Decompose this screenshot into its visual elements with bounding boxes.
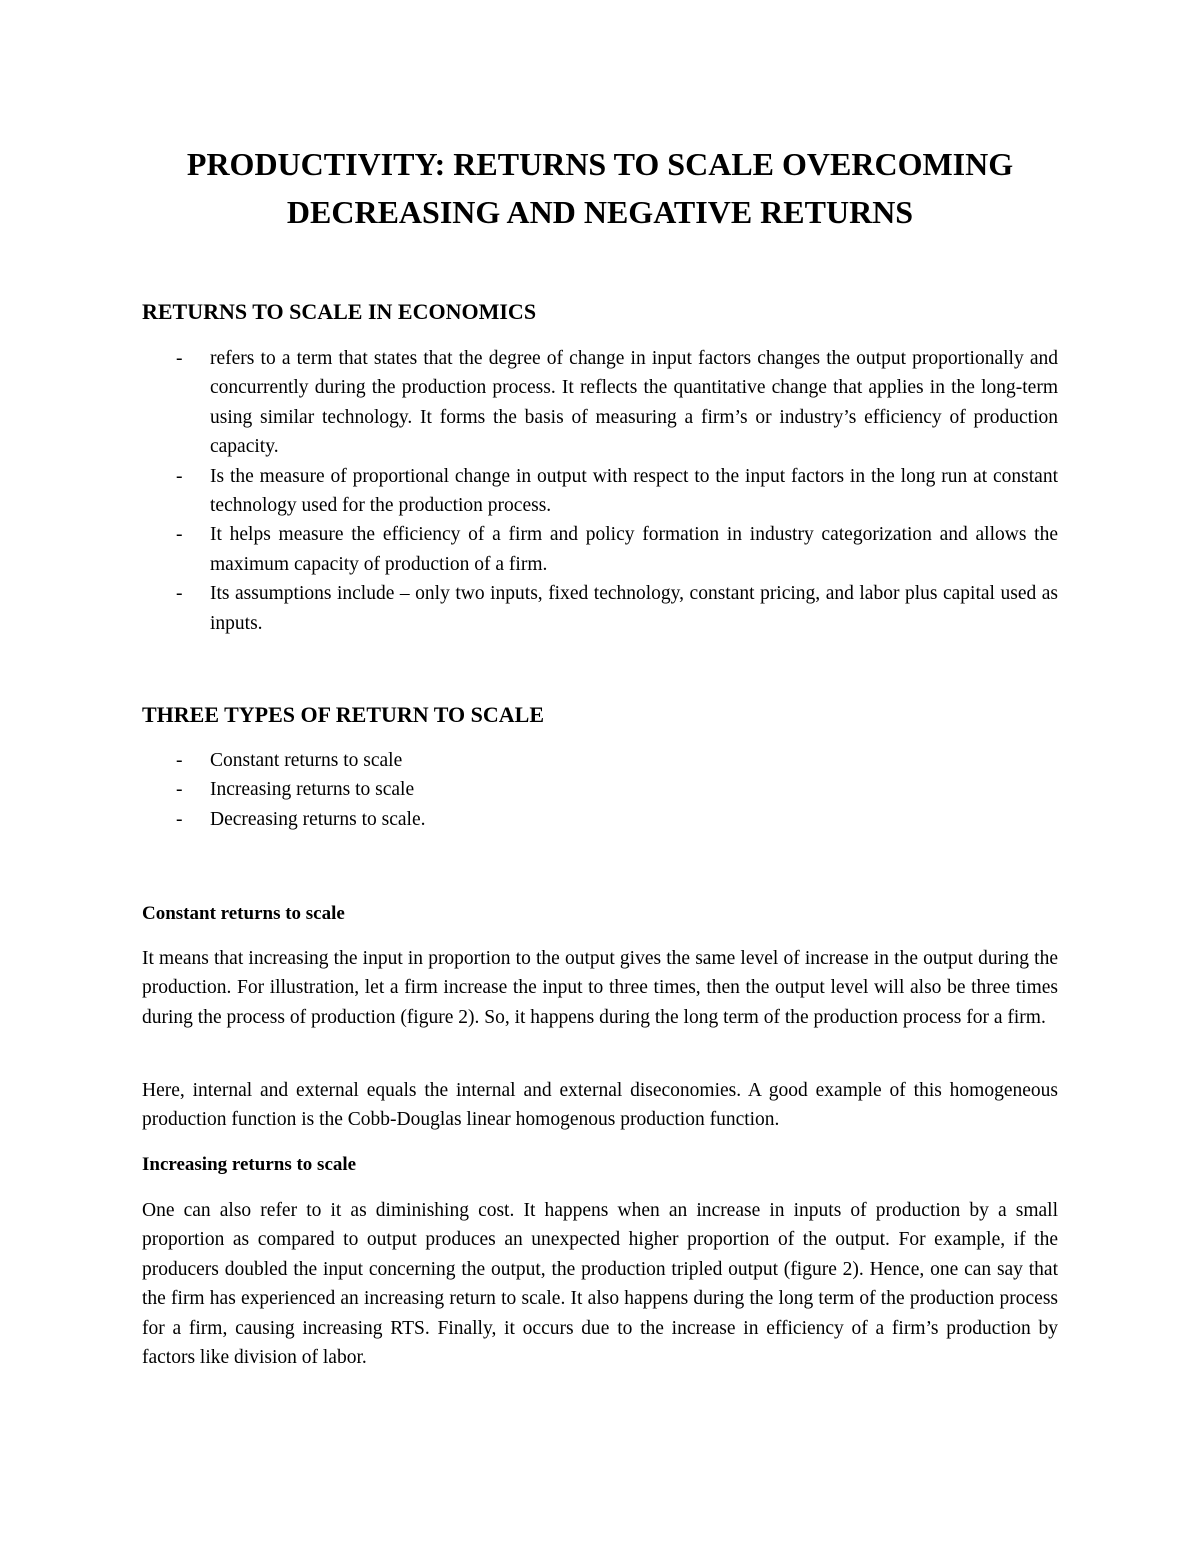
- list-item: [142, 344, 1058, 462]
- bullet-dash: -: [176, 750, 183, 771]
- subheading-constant-returns: Constant returns to scale: [142, 903, 345, 924]
- list-item: [142, 579, 1058, 638]
- title-line-2: DECREASING AND NEGATIVE RETURNS: [286, 194, 914, 230]
- list-item: [142, 746, 1058, 775]
- paragraph-constant-returns: It means that increasing the input in proportion to the output gives the same level of increase in the output during the production. For illustration, let a firm increase the input to three times, then the output level will also be three times during the process of production (figure 2). So, it happens during the long term of the production process for a firm.: [142, 948, 1058, 1028]
- list-item-text: Its assumptions include – only two inputs, fixed technology, constant pricing, and labor plus capital used as inputs.: [210, 583, 1058, 634]
- list-item: [142, 775, 1058, 804]
- list-item: [142, 805, 1058, 834]
- returns-to-scale-list: [142, 344, 1058, 638]
- list-item: [142, 462, 1058, 521]
- paragraph-increasing-returns: One can also refer to it as diminishing cost. It happens when an increase in inputs of production by a small proportion as compared to output produces an unexpected higher proportion of the output. For example, if the producers doubled the input concerning the output, the production tripled output (figure 2). Hence, one can say that the firm has experienced an increasing return to scale. It also happens during the long term of the production process for a firm, causing increasing RTS. Finally, it occurs due to the increase in efficiency of a firm’s production by factors like division of labor.: [142, 1200, 1058, 1369]
- bullet-dash: -: [176, 779, 183, 801]
- list-item-text: Constant returns to scale: [210, 750, 403, 771]
- bullet-dash: -: [176, 583, 183, 605]
- bullet-dash: -: [176, 348, 183, 369]
- list-item-text: Is the measure of proportional change in output with respect to the input factors in the long run at constant technology used for the production process.: [210, 465, 1058, 517]
- title-line-1: PRODUCTIVITY: RETURNS TO SCALE OVERCOMING: [186, 146, 1014, 182]
- list-item: [142, 520, 1058, 579]
- list-item-text: Decreasing returns to scale.: [210, 808, 426, 830]
- list-item-text: Increasing returns to scale: [210, 779, 415, 801]
- three-types-list: [142, 746, 1058, 834]
- bullet-dash: -: [176, 808, 183, 830]
- bullet-dash: -: [176, 524, 183, 546]
- subheading-increasing-returns: Increasing returns to scale: [142, 1154, 357, 1175]
- list-item-text: It helps measure the efficiency of a firm and policy formation in industry categorization and allows the maximum capacity of production of a firm.: [210, 524, 1058, 575]
- document-title: [142, 140, 1058, 236]
- paragraph-diseconomies: Here, internal and external equals the internal and external diseconomies. A good example of this homogeneous production function is the Cobb-Douglas linear homogenous production function.: [142, 1080, 1058, 1131]
- bullet-dash: -: [176, 465, 183, 487]
- list-item-text: refers to a term that states that the degree of change in input factors changes the output proportionally and concurrently during the production process. It reflects the quantitative change that applies in the long-term using similar technology. It forms the basis of measuring a firm’s or industry’s efficiency of production capacity.: [210, 348, 1058, 458]
- section-heading-returns-to-scale: RETURNS TO SCALE IN ECONOMICS: [142, 299, 537, 324]
- section-heading-three-types: THREE TYPES OF RETURN TO SCALE: [142, 702, 545, 727]
